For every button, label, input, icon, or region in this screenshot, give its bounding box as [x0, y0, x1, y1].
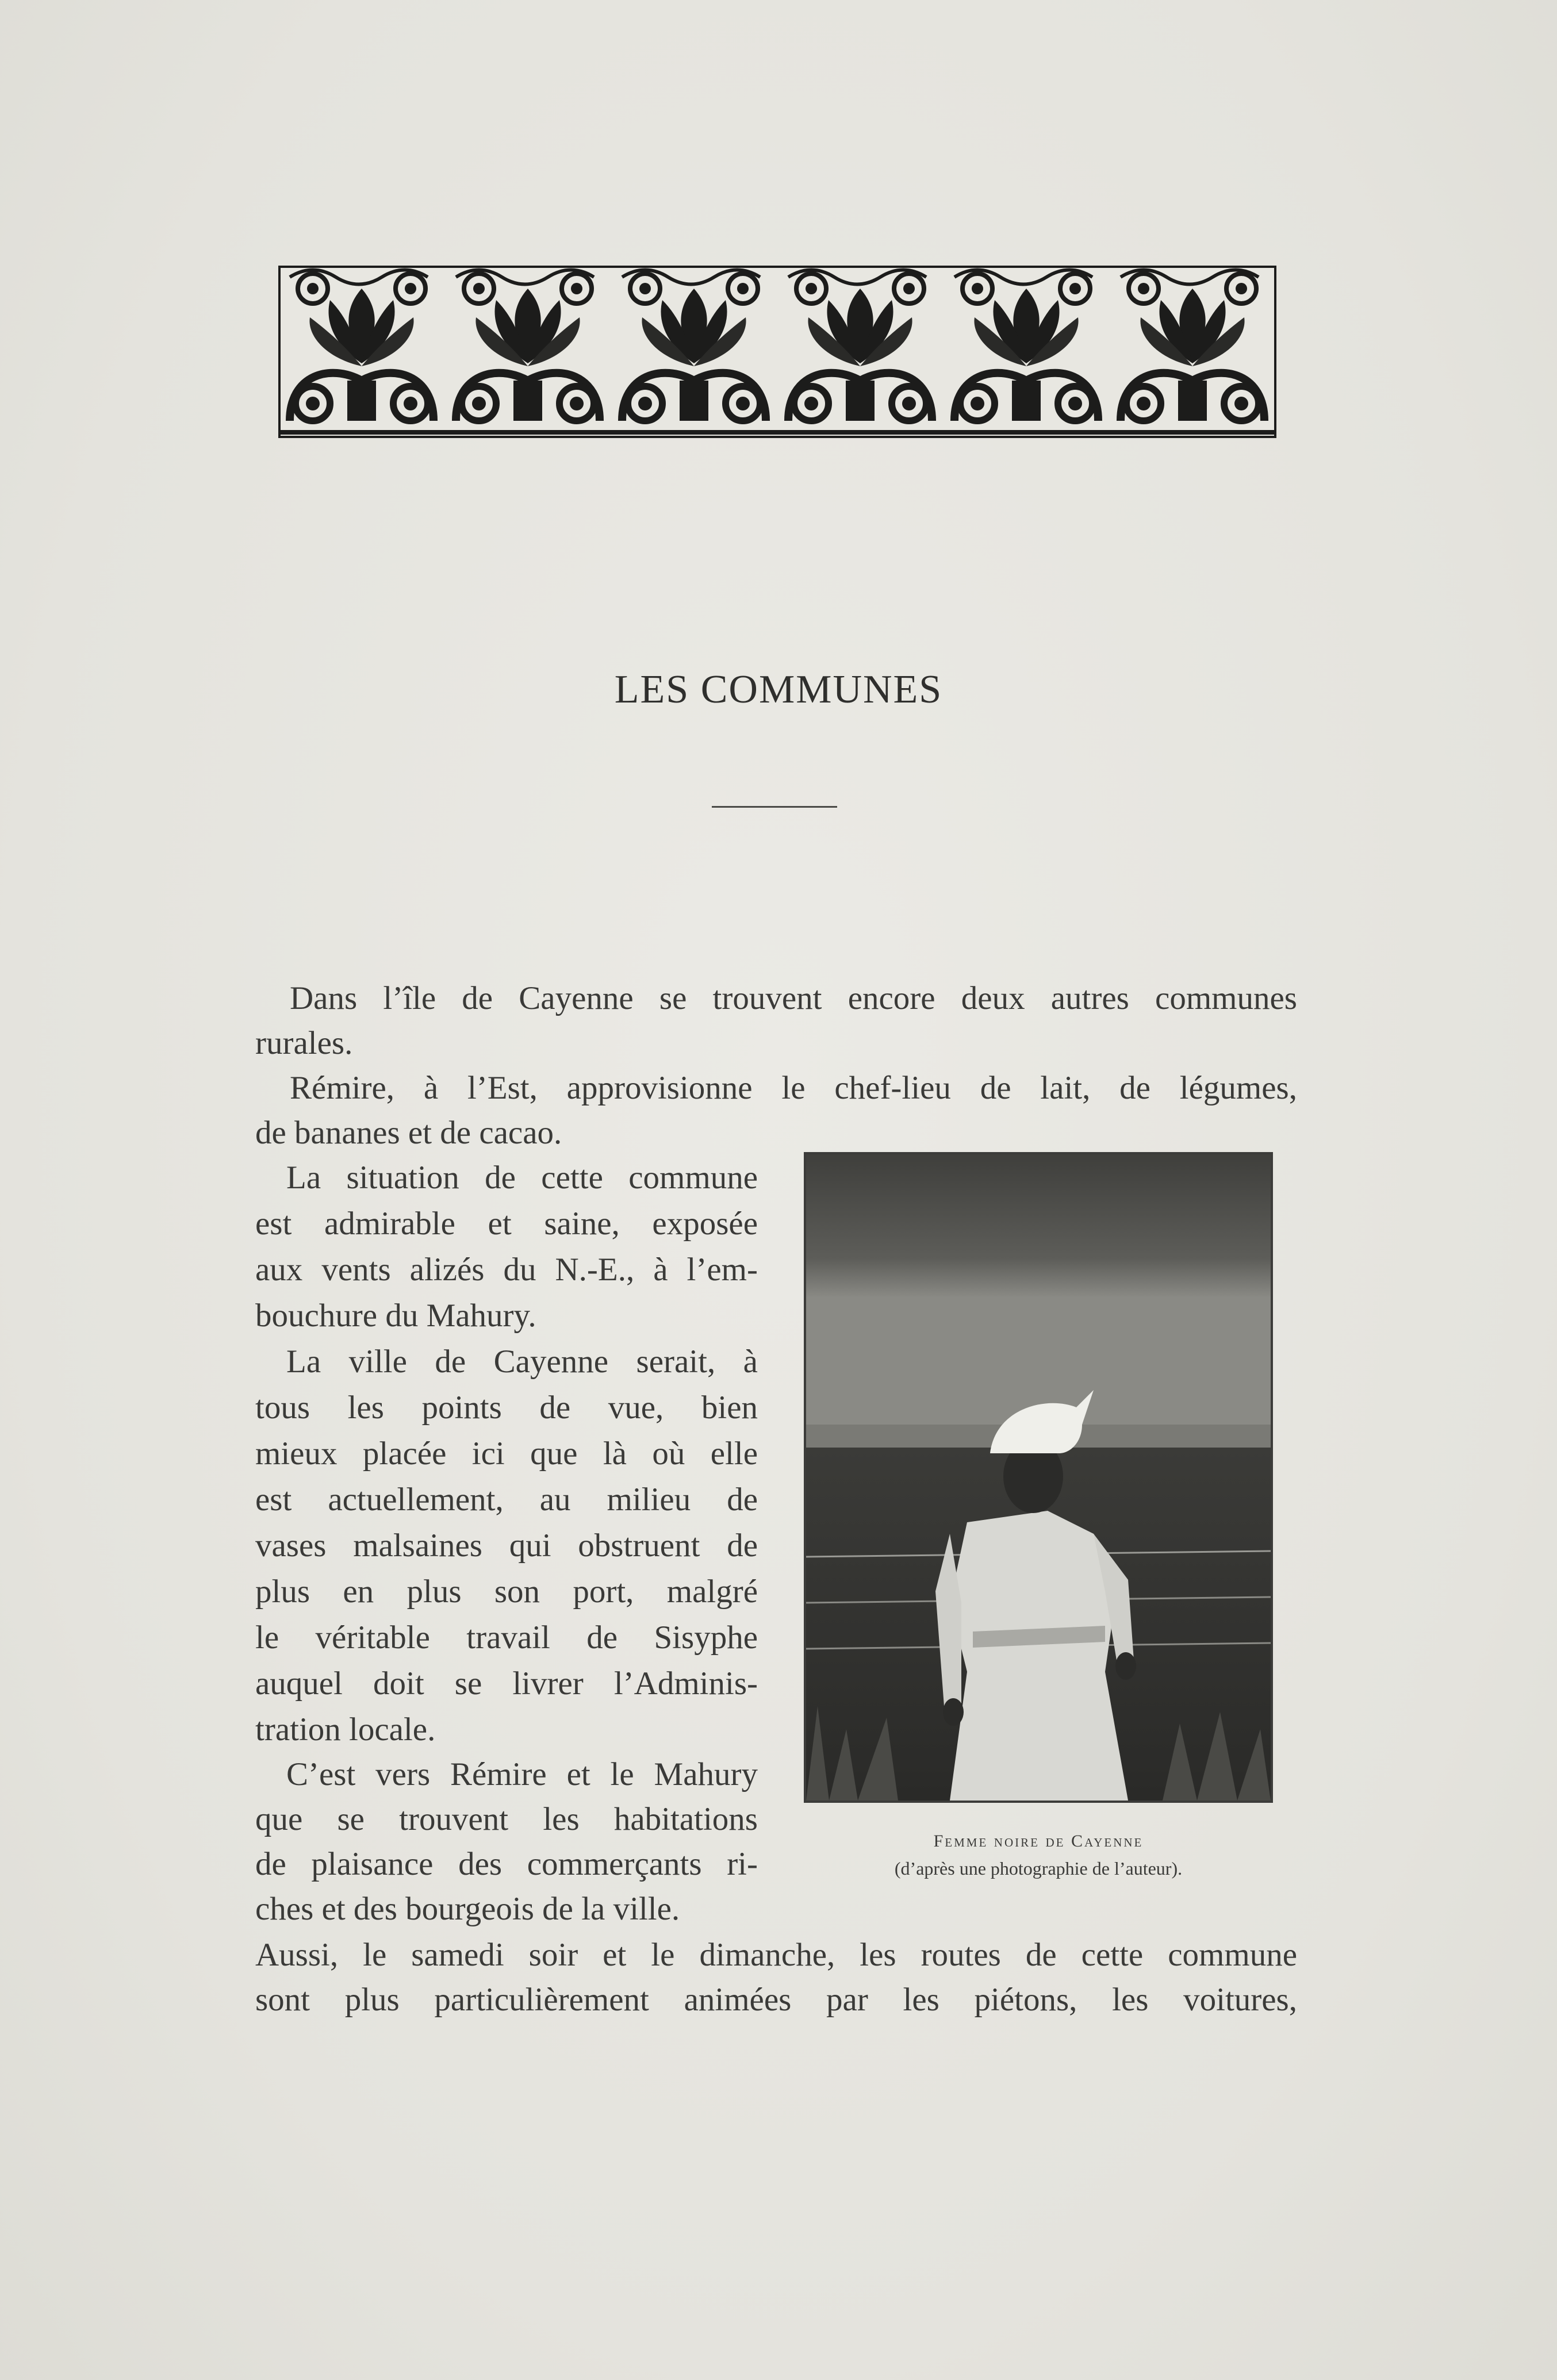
paragraph-line: Rémire, à l’Est, approvisionne le chef-lieu de lait, de légumes,	[290, 1070, 1297, 1106]
column-line: tous les points de vue, bien	[255, 1389, 758, 1426]
column-line: mieux placée ici que là où elle	[255, 1435, 758, 1472]
column-line: La situation de cette commune	[286, 1160, 758, 1196]
paragraph-line: rurales.	[255, 1025, 353, 1061]
column-line: le véritable travail de Sisyphe	[255, 1619, 758, 1656]
column-line: vases malsaines qui obstruent de	[255, 1527, 758, 1564]
column-line: est admirable et saine, exposée	[255, 1206, 758, 1242]
column-line: auquel doit se livrer l’Adminis-	[255, 1665, 758, 1702]
title-rule	[712, 806, 837, 808]
paragraph-line: Aussi, le samedi soir et le dimanche, les routes de cette commune	[255, 1937, 1297, 1973]
acanthus-frieze-ornament	[278, 266, 1276, 438]
photograph-woman	[804, 1152, 1273, 1803]
column-line: C’est vers Rémire et le Mahury	[286, 1756, 758, 1792]
column-line: de plaisance des commerçants ri-	[255, 1846, 758, 1882]
column-line: aux vents alizés du N.-E., à l’em-	[255, 1252, 758, 1288]
column-line: est actuellement, au milieu de	[255, 1481, 758, 1518]
paragraph-line: sont plus particulièrement animées par les piétons, les voitures,	[255, 1982, 1297, 2018]
column-line: La ville de Cayenne serait, à	[286, 1343, 758, 1380]
figure-caption-credit: (d’après une photographie de l’auteur).	[894, 1858, 1183, 1879]
column-line: bouchure du Mahury.	[255, 1298, 536, 1334]
column-line: ches et des bourgeois de la ville.	[255, 1891, 680, 1927]
column-line: tration locale.	[255, 1711, 436, 1748]
page-title: LES COMMUNES	[614, 667, 943, 712]
figure-caption-title: Femme noire de Cayenne	[933, 1832, 1144, 1851]
paragraph-line: Dans l’île de Cayenne se trouvent encore deux autres communes	[290, 980, 1297, 1016]
column-line: plus en plus son port, malgré	[255, 1573, 758, 1610]
column-line: que se trouvent les habitations	[255, 1801, 758, 1837]
paragraph-line: de bananes et de cacao.	[255, 1115, 562, 1151]
